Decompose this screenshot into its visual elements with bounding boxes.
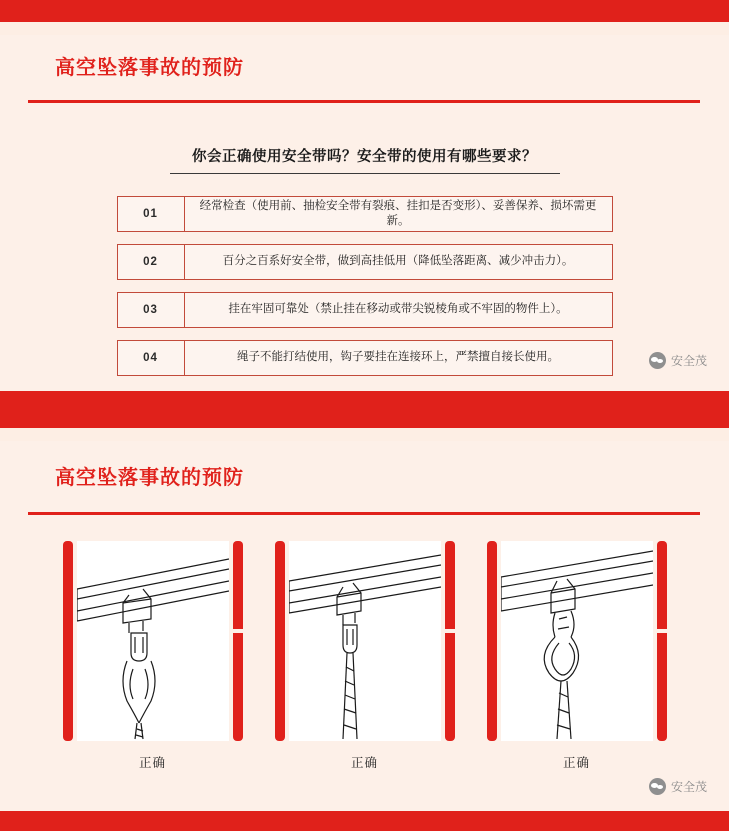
list-item-text: 绳子不能打结使用，钩子要挂在连接环上，严禁擅自接长使用。 <box>237 351 559 364</box>
list-item-text: 挂在牢固可靠处（禁止挂在移动或带尖锐棱角或不牢固的物件上）。 <box>228 303 568 316</box>
watermark-label: 安全茂 <box>670 354 707 369</box>
slide2-body <box>0 441 729 811</box>
list-item <box>117 244 613 280</box>
figure-1 <box>63 541 243 771</box>
slide-safety-belt-requirements <box>0 0 729 398</box>
figure-3 <box>487 541 667 771</box>
list-item-text: 经常检查（使用前、抽检安全带有裂痕、挂扣是否变形）、妥善保养、损坏需更新。 <box>199 199 597 227</box>
list-item-text: 百分之百系好安全带，做到高挂低用（降低坠落距离、减少冲击力）。 <box>222 255 574 268</box>
figure-2-left-bar <box>275 541 285 741</box>
list-item <box>117 292 613 328</box>
slide2-bottom-bar <box>0 811 729 831</box>
slide1-question: 你会正确使用安全带吗？安全带的使用有哪些要求？ <box>192 148 537 165</box>
figure-3-caption: 正确 <box>562 755 590 770</box>
list-item-number: 01 <box>118 197 185 231</box>
harness-hook-drawing-icon <box>501 541 653 741</box>
slide1-top-bar <box>0 0 729 22</box>
slide-correct-hooking-examples <box>0 406 729 818</box>
harness-hook-illustration-1 <box>77 541 229 741</box>
figure-group <box>63 541 667 771</box>
harness-hook-illustration-2 <box>289 541 441 741</box>
figure-2-caption: 正确 <box>350 755 378 770</box>
figure-1-caption: 正确 <box>138 755 166 770</box>
slide2-title-underline <box>28 512 700 515</box>
watermark <box>649 352 707 369</box>
figure-2-right-bar <box>445 541 455 741</box>
harness-hook-illustration-3 <box>501 541 653 741</box>
watermark <box>649 778 707 795</box>
list-item <box>117 196 613 232</box>
figure-1-left-bar <box>63 541 73 741</box>
slide1-question-underline <box>170 173 560 174</box>
slide1-title: 高空坠落事故的预防 <box>55 57 244 80</box>
wechat-icon <box>649 352 666 369</box>
list-item-number: 02 <box>118 245 185 279</box>
list-item-number: 03 <box>118 293 185 327</box>
figure-3-left-bar <box>487 541 497 741</box>
harness-hook-drawing-icon <box>289 541 441 741</box>
list-item-number: 04 <box>118 341 185 375</box>
wechat-icon <box>649 778 666 795</box>
list-item <box>117 340 613 376</box>
harness-hook-drawing-icon <box>77 541 229 741</box>
slide1-body <box>0 35 729 391</box>
watermark-label: 安全茂 <box>670 780 707 795</box>
requirements-list <box>117 196 613 376</box>
figure-2 <box>275 541 455 771</box>
slide2-top-bar <box>0 406 729 428</box>
figure-3-right-bar <box>657 541 667 741</box>
figure-1-right-bar <box>233 541 243 741</box>
slide2-title: 高空坠落事故的预防 <box>55 467 244 490</box>
